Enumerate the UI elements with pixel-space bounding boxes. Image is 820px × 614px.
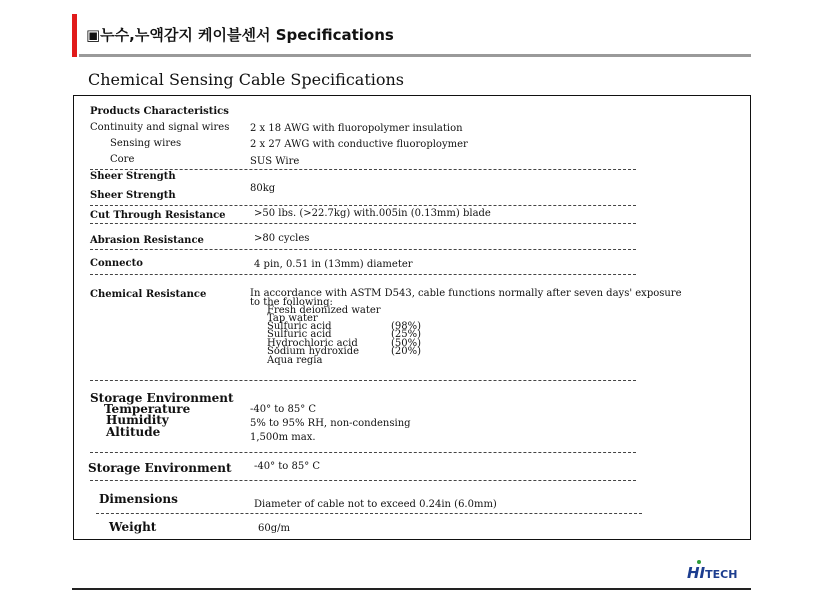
row-divider	[90, 205, 636, 206]
chemical-pct: (20%)	[391, 346, 422, 357]
dimensions-value: Diameter of cable not to exceed 0.24in (6.0mm)	[254, 499, 497, 510]
logo-dot-icon	[697, 560, 701, 564]
footer-divider	[72, 588, 751, 590]
storage-environment-label-2: Storage Environment	[88, 461, 232, 475]
products-characteristics-heading: Products Characteristics	[90, 106, 229, 117]
row-divider	[90, 480, 636, 481]
row-divider	[90, 274, 636, 275]
section-subtitle: Chemical Sensing Cable Specifications	[88, 70, 405, 89]
cut-through-value: >50 lbs. (>22.7kg) with.005in (0.13mm) blade	[254, 208, 491, 219]
row-divider	[90, 249, 636, 250]
sensing-label: Sensing wires	[110, 138, 182, 149]
altitude-label: Altitude	[106, 425, 161, 439]
temperature-value: -40° to 85° C	[250, 404, 317, 415]
row-divider	[90, 223, 636, 224]
temperature-label: Temperature	[104, 402, 191, 416]
chemical-item: Sodium hydroxide	[267, 346, 360, 357]
continuity-value: 2 x 18 AWG with fluoropolymer insulation	[250, 123, 463, 134]
cut-through-label: Cut Through Resistance	[90, 210, 226, 221]
sheer-strength-label: Sheer Strength	[90, 171, 176, 182]
row-divider	[90, 380, 636, 381]
chemical-item: Fresh deionized water	[267, 305, 381, 316]
header-divider	[79, 54, 751, 57]
chemical-item: Sulfuric acid	[267, 329, 332, 340]
chemical-pct: (25%)	[391, 329, 422, 340]
logo-tech: TECH	[705, 568, 738, 581]
core-label: Core	[110, 154, 135, 165]
storage-environment-label: Storage Environment	[90, 391, 234, 405]
row-divider	[90, 452, 636, 453]
chemical-item: Aqua regia	[267, 355, 323, 366]
connecto-value: 4 pin, 0.51 in (13mm) diameter	[254, 259, 413, 270]
logo-hi: HI	[687, 564, 706, 582]
page-title: ▣누수,누액감지 케이블센서 Specifications	[86, 26, 394, 44]
sensing-value: 2 x 27 AWG with conductive fluoroploymer	[250, 139, 468, 150]
abrasion-value: >80 cycles	[254, 233, 310, 244]
sheer-strength-label-2: Sheer Strength	[90, 190, 176, 201]
humidity-label: Humidity	[106, 413, 169, 427]
altitude-value: 1,500m max.	[250, 432, 316, 443]
row-divider	[90, 169, 636, 170]
continuity-label: Continuity and signal wires	[90, 122, 230, 133]
chemical-intro: In accordance with ASTM D543, cable functions normally after seven days' exposure	[250, 288, 682, 299]
dimensions-label: Dimensions	[99, 492, 178, 506]
weight-value: 60g/m	[258, 523, 290, 534]
weight-label: Weight	[109, 520, 157, 534]
title-accent-bar	[72, 14, 77, 57]
chemical-intro-2: to the following:	[250, 297, 333, 308]
row-divider	[96, 513, 642, 514]
sheer-strength-value: 80kg	[250, 183, 276, 194]
hitech-logo	[687, 563, 737, 582]
chemical-item: Sulfuric acid	[267, 321, 332, 332]
storage-environment-value-2: -40° to 85° C	[254, 461, 321, 472]
chemical-pct: (50%)	[391, 338, 422, 349]
connecto-label: Connecto	[90, 258, 143, 269]
chemical-item: Tap water	[267, 313, 318, 324]
chemical-pct: (98%)	[391, 321, 422, 332]
spec-table	[73, 95, 751, 540]
core-value: SUS Wire	[250, 156, 300, 167]
humidity-value: 5% to 95% RH, non-condensing	[250, 418, 411, 429]
abrasion-label: Abrasion Resistance	[90, 235, 204, 246]
chemical-resistance-label: Chemical Resistance	[90, 289, 207, 300]
chemical-item: Hydrochloric acid	[267, 338, 358, 349]
